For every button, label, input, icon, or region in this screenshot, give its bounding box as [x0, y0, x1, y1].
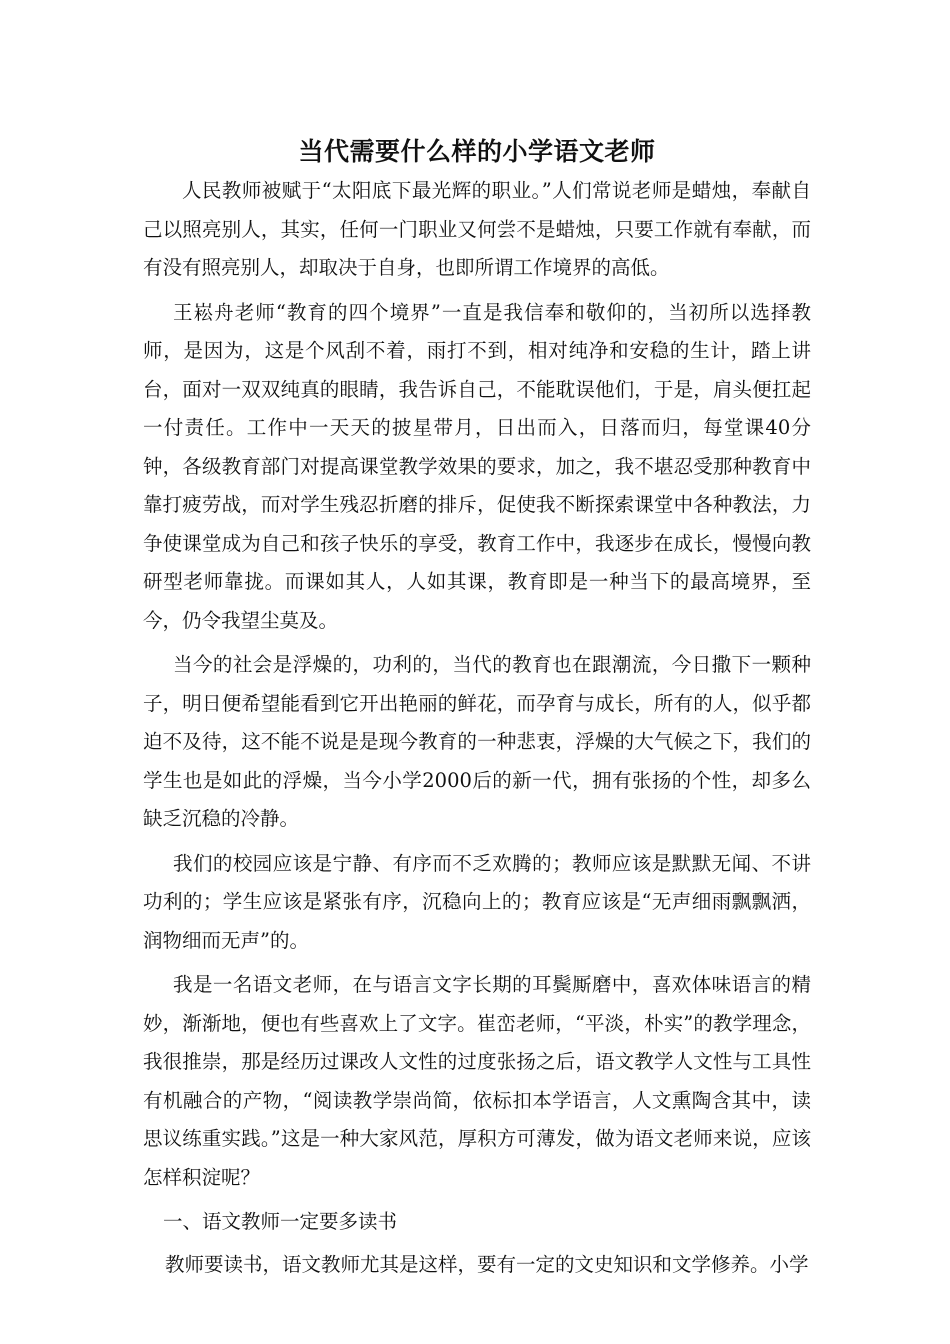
section-heading: 一、语文教师一定要多读书 — [163, 1210, 398, 1233]
paragraph-6-partial: 教师要读书，语文教师尤其是这样，要有一定的文史知识和文学修养。小学 — [165, 1252, 809, 1276]
paragraph-4: 我们的校园应该是宁静、有序而不乏欢腾的；教师应该是默默无闻、不讲功利的；学生应该是紧张有序，沉稳向上的；教育应该是“无声细雨飘飘洒，润物细而无声”的。 — [143, 851, 811, 952]
document-page — [143, 134, 811, 1290]
paragraph-5: 我是一名语文老师，在与语言文字长期的耳鬓厮磨中，喜欢体味语言的精妙，渐渐地，便也有些喜欢上了文字。崔峦老师，“平淡，朴实”的教学理念，我很推崇，那是经历过课改人文性的过度张扬之后，语文教学人文性与工具性有机融合的产物，“阅读教学崇尚简，依标扣本学语言，人文熏陶含其中，读思议练重实践。”这是一种大家风范，厚积方可薄发，做为语文老师来说，应该怎样积淀呢？ — [143, 973, 811, 1189]
paragraph-1: 人民教师被赋于“太阳底下最光辉的职业。”人们常说老师是蜡烛，奉献自己以照亮别人，其实，任何一门职业又何尝不是蜡烛，只要工作就有奉献，而有没有照亮别人，却取决于自身，也即所谓工作境界的高低。 — [143, 179, 811, 279]
document-title: 当代需要什么样的小学语文老师 — [298, 137, 656, 166]
paragraph-2: 王崧舟老师“教育的四个境界”一直是我信奉和敬仰的，当初所以选择教师，是因为，这是个风刮不着，雨打不到，相对纯净和安稳的生计，踏上讲台，面对一双双纯真的眼睛，我告诉自己，不能耽误他们，于是，肩头便扛起一付责任。工作中一天天的披星带月，日出而入，日落而归，每堂课40分钟，各级教育部门对提高课堂教学效果的要求，加之，我不堪忍受那种教育中靠打疲劳战，而对学生残忍折磨的排斥，促使我不断探索课堂中各种教法，力争使课堂成为自己和孩子快乐的享受，教育工作中，我逐步在成长，慢慢向教研型老师靠拢。而课如其人，人如其课，教育即是一种当下的最高境界，至今，仍令我望尘莫及。 — [143, 300, 811, 632]
paragraph-3: 当今的社会是浮燥的，功利的，当代的教育也在跟潮流，今日撒下一颗种子，明日便希望能看到它开出艳丽的鲜花，而孕育与成长，所有的人，似乎都迫不及待，这不能不说是是现今教育的一种悲衷，浮燥的大气候之下，我们的学生也是如此的浮燥，当今小学2000后的新一代，拥有张扬的个性，却多么缺乏沉稳的冷静。 — [143, 653, 811, 830]
